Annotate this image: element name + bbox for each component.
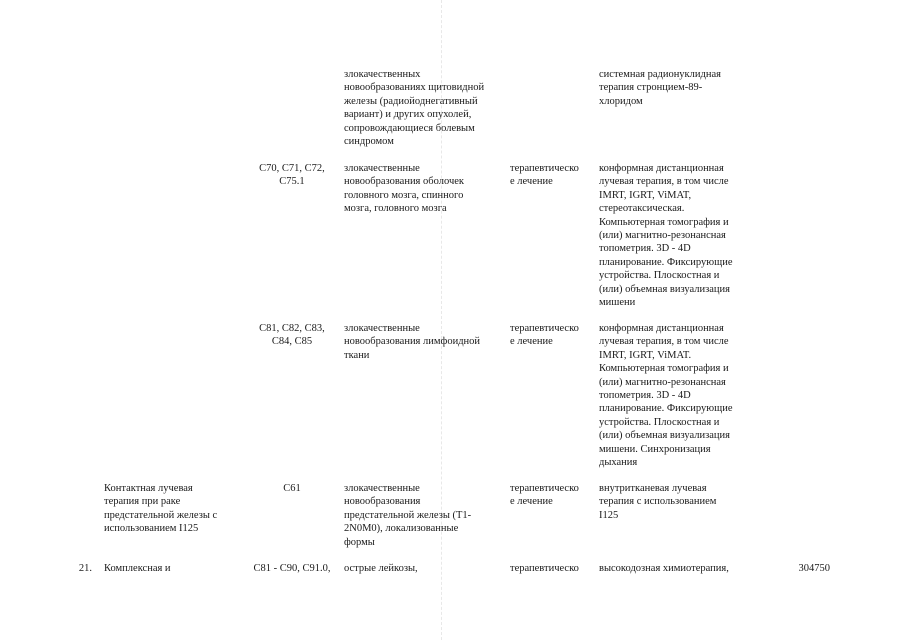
icd-codes-cell: C81 - C90, C91.0, xyxy=(253,563,331,574)
diagnosis-cell: злокачественные новообразования оболочек головного мозга, спинного мозга, головного мозга xyxy=(344,163,464,215)
treatment-name-cell: Комплексная и xyxy=(104,563,171,574)
treatment-kind-cell: терапевтическо е лечение xyxy=(510,163,579,188)
method-cell: системная радионуклидная терапия стронцием-89- хлоридом xyxy=(599,69,721,107)
treatment-name-cell: Контактная лучевая терапия при раке предстательной железы с использованием I125 xyxy=(104,483,218,535)
diagnosis-cell: злокачественные новообразования лимфоидной ткани xyxy=(344,323,481,361)
cost-cell: 304750 xyxy=(798,563,830,574)
diagnosis-cell: острые лейкозы, xyxy=(344,563,418,574)
method-cell: внутритканевая лучевая терапия с использованием I125 xyxy=(599,483,717,521)
icd-codes-cell: C81, C82, C83, C84, C85 xyxy=(259,323,325,348)
diagnosis-cell: злокачественных новообразованиях щитовидной железы (радиойоднегативный вариант) и других опухолей, сопровождающиеся болевым синдромом xyxy=(344,69,485,148)
treatment-kind-cell: терапевтическо е лечение xyxy=(510,323,579,348)
method-cell: конформная дистанционная лучевая терапия, в том числе IMRT, IGRT, ViMAT, стереотаксическая. Компьютерная томография и (или) магнитно-резонансная топометрия. 3D - 4D планирование. Фиксирующие устройства. Плоскостная и (или) объемная визуализация мишени xyxy=(599,163,733,309)
diagnosis-cell: злокачественные новообразования предстательной железы (T1- 2N0M0), локализованные формы xyxy=(344,483,472,548)
icd-codes-cell: C61 xyxy=(283,483,301,494)
method-cell: конформная дистанционная лучевая терапия, в том числе IMRT, IGRT, ViMAT. Компьютерная томография и (или) магнитно-резонансная топометрия. 3D - 4D планирование. Фиксирующие устройства. Плоскостная и (или) объемная визуализация мишени. Синхронизация дыхания xyxy=(599,323,733,469)
method-cell: высокодозная химиотерапия, xyxy=(599,563,729,574)
icd-codes-cell: C70, C71, C72, C75.1 xyxy=(259,163,325,188)
treatment-kind-cell: терапевтическо xyxy=(510,563,579,574)
treatment-kind-cell: терапевтическо е лечение xyxy=(510,483,579,508)
row-number: 21. xyxy=(78,563,92,574)
